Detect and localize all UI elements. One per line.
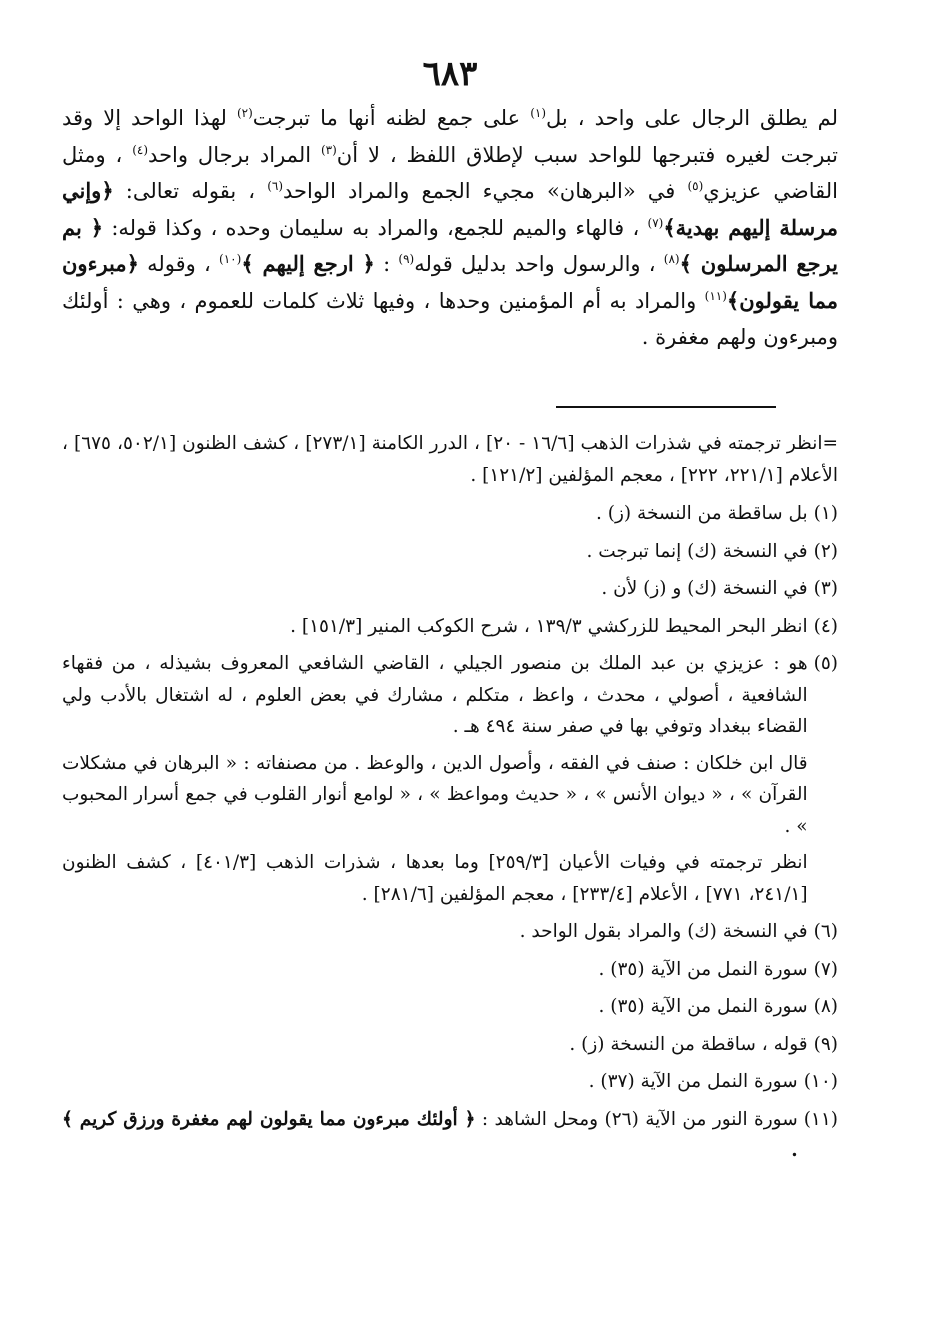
footnote-text [62,648,808,910]
footnote-number: (٥) [813,653,838,674]
footnote-number: (١) [813,503,838,524]
footnote-text [62,536,808,568]
footnote-ref: (٤) [132,142,149,157]
footnote [62,1066,838,1098]
quran-quote: ﴿وإني مرسلة إليهم بهدية﴾ [62,178,839,240]
text-run: ، ومثل القاضي عزيزي [62,142,838,203]
footnote-number: (٦) [813,921,838,942]
main-text [62,100,838,356]
footnote [62,498,838,530]
footnote-text [62,498,808,530]
footnote [62,648,838,910]
footnote-text [62,916,808,948]
footnote [62,1029,838,1061]
quran-quote: ﴿ بم يرجع المرسلون ﴾ [62,214,838,276]
text-run: المراد برجال واحد [148,142,321,167]
footnote-number: (٤) [813,615,838,637]
footnote-text [62,1066,798,1098]
footnote-ref: (١٠) [219,252,242,266]
text-run: على جمع لظنه أنها ما تبرجت [252,106,531,130]
quran-quote: ﴿ ارجع إليهم ﴾ [241,251,375,276]
footnote-ref: (٢) [236,106,253,120]
footnote-body: في النسخة (ك) إنما تبرجت . [586,540,808,562]
footnote-text [62,1029,808,1061]
footnote-paragraph: هو : عزيزي بن عبد الملك بن منصور الجيلي ، القاضي الشافعي المعروف بشيذله ، من فقهاء الشافعية ، أصولي ، محدث ، واعظ ، متكلم ، مشارك في بعض العلوم ، له اشتغال بالأدب ولي القضاء ببغداد وتوفي بها في صفر سنة ٤٩٤ هـ . [62,653,808,737]
footnote-continuation: =انظر ترجمته في شذرات الذهب [١٦/٦ - ٢٠] ، الدرر الكامنة [٢٧٣/١] ، كشف الظنون [٥٠٢/١، ٦٧٥] ، الأعلام [٢٢١/١، ٢٢٢] ، معجم المؤلفين [١٢١/٢] . [62,433,839,486]
page-number: ٦٨٣ [422,54,478,94]
footnote-body: انظر البحر المحيط للزركشي ١٣٩/٣ ، شرح الكوكب المنير [١٥١/٣] . [290,615,808,637]
footnote-number: (١٠) [803,1071,838,1092]
footnote-number: (٣) [813,578,838,599]
footnote [62,536,838,568]
footnote-body: سورة النمل من الآية (٣٧) . [588,1071,798,1092]
footnote-body: بل ساقطة من النسخة (ز) . [596,503,808,524]
footnote-body: سورة النمل من الآية (٣٥) . [598,996,808,1017]
footnote-text [62,573,808,605]
footnote-body: في النسخة (ك) و (ز) لأن . [601,578,808,599]
footnote-number: (٢) [813,540,838,562]
footnote-list [62,498,838,1167]
text-run: في «البرهان» مجيء الجمع والمراد الواحد [283,179,688,203]
footnote-body: قوله ، ساقطة من النسخة (ز) . [569,1033,808,1055]
footnote-number: (١١) [803,1108,838,1130]
quran-quote: ﴿ أولئك مبرءون مما يقولون لهم مغفرة ورزق كريم ﴾ . [62,1108,798,1161]
text-run: ، بقوله تعالى: [113,179,268,203]
footnote-body: سورة النمل من الآية (٣٥) . [598,958,808,980]
footnote-body: سورة النور من الآية (٢٦) ومحل الشاهد : [475,1108,798,1130]
footnote-ref: (٥) [687,179,704,193]
footnote-ref: (١١) [704,288,727,303]
footnote-number: (٩) [813,1033,838,1055]
footnotes [62,428,838,1173]
text-run: والمراد به أم المؤمنين وحدها ، وفيها ثلاث كلمات للعموم ، وهي : أولئك ومبرءون ولهم مغفرة . [62,288,838,349]
footnote-number: (٨) [813,996,838,1017]
quran-quote: ﴿مبرءون مما يقولون﴾ [62,251,838,313]
footnote-text [62,1104,798,1167]
footnote-text [62,991,808,1023]
footnote [62,954,838,986]
text-run: ، فالهاء والميم للجمع، والمراد به سليمان وحده ، وكذا قوله: [103,215,648,240]
text-run: لهذا الواحد إلا وقد تبرجت لغيره فتبرجها للواحد سبب لإطلاق اللفظ ، لا أن [62,106,838,167]
footnote-paragraph: قال ابن خلكان : صنف في الفقه ، وأصول الدين ، والوعظ . من مصنفاته : « البرهان في مشكلات القرآن » ، « ديوان الأنس » ، « حديث ومواعظ » ، « لوامع أنوار القلوب في جمع أسرار المحبوب » . [62,752,808,837]
footnote [62,1104,838,1167]
footnote-ref: (٣) [320,142,337,157]
footnote [62,611,838,643]
footnote-text [62,954,808,986]
footnote-ref: (٨) [663,252,680,266]
footnote [62,573,838,605]
page [62,52,838,356]
text-run: ، وقوله [138,252,220,276]
footnote-ref: (٩) [398,252,415,266]
footnote-paragraph: انظر ترجمته في وفيات الأعيان [٢٥٩/٣] وما بعدها ، شذرات الذهب [٤٠١/٣] ، كشف الظنون [٢٤١/١، ٧٧١] ، الأعلام [٢٣٣/٤] ، معجم المؤلفين [٢٨١/٦] . [62,852,808,905]
footnote-text [62,611,808,643]
footnote-ref: (١) [530,106,547,120]
text-run: لم يطلق الرجال على واحد ، بل [546,106,838,130]
footnote [62,916,838,948]
footnote-body: في النسخة (ك) والمراد بقول الواحد . [519,921,808,942]
text-run: ، والرسول واحد بدليل قوله [414,252,664,276]
footnote [62,991,838,1023]
footnote-ref: (٧) [647,215,664,230]
text-run: : [374,252,399,276]
footnote-separator [556,406,776,408]
footnote-number: (٧) [813,958,838,980]
footnote-ref: (٦) [267,179,284,193]
